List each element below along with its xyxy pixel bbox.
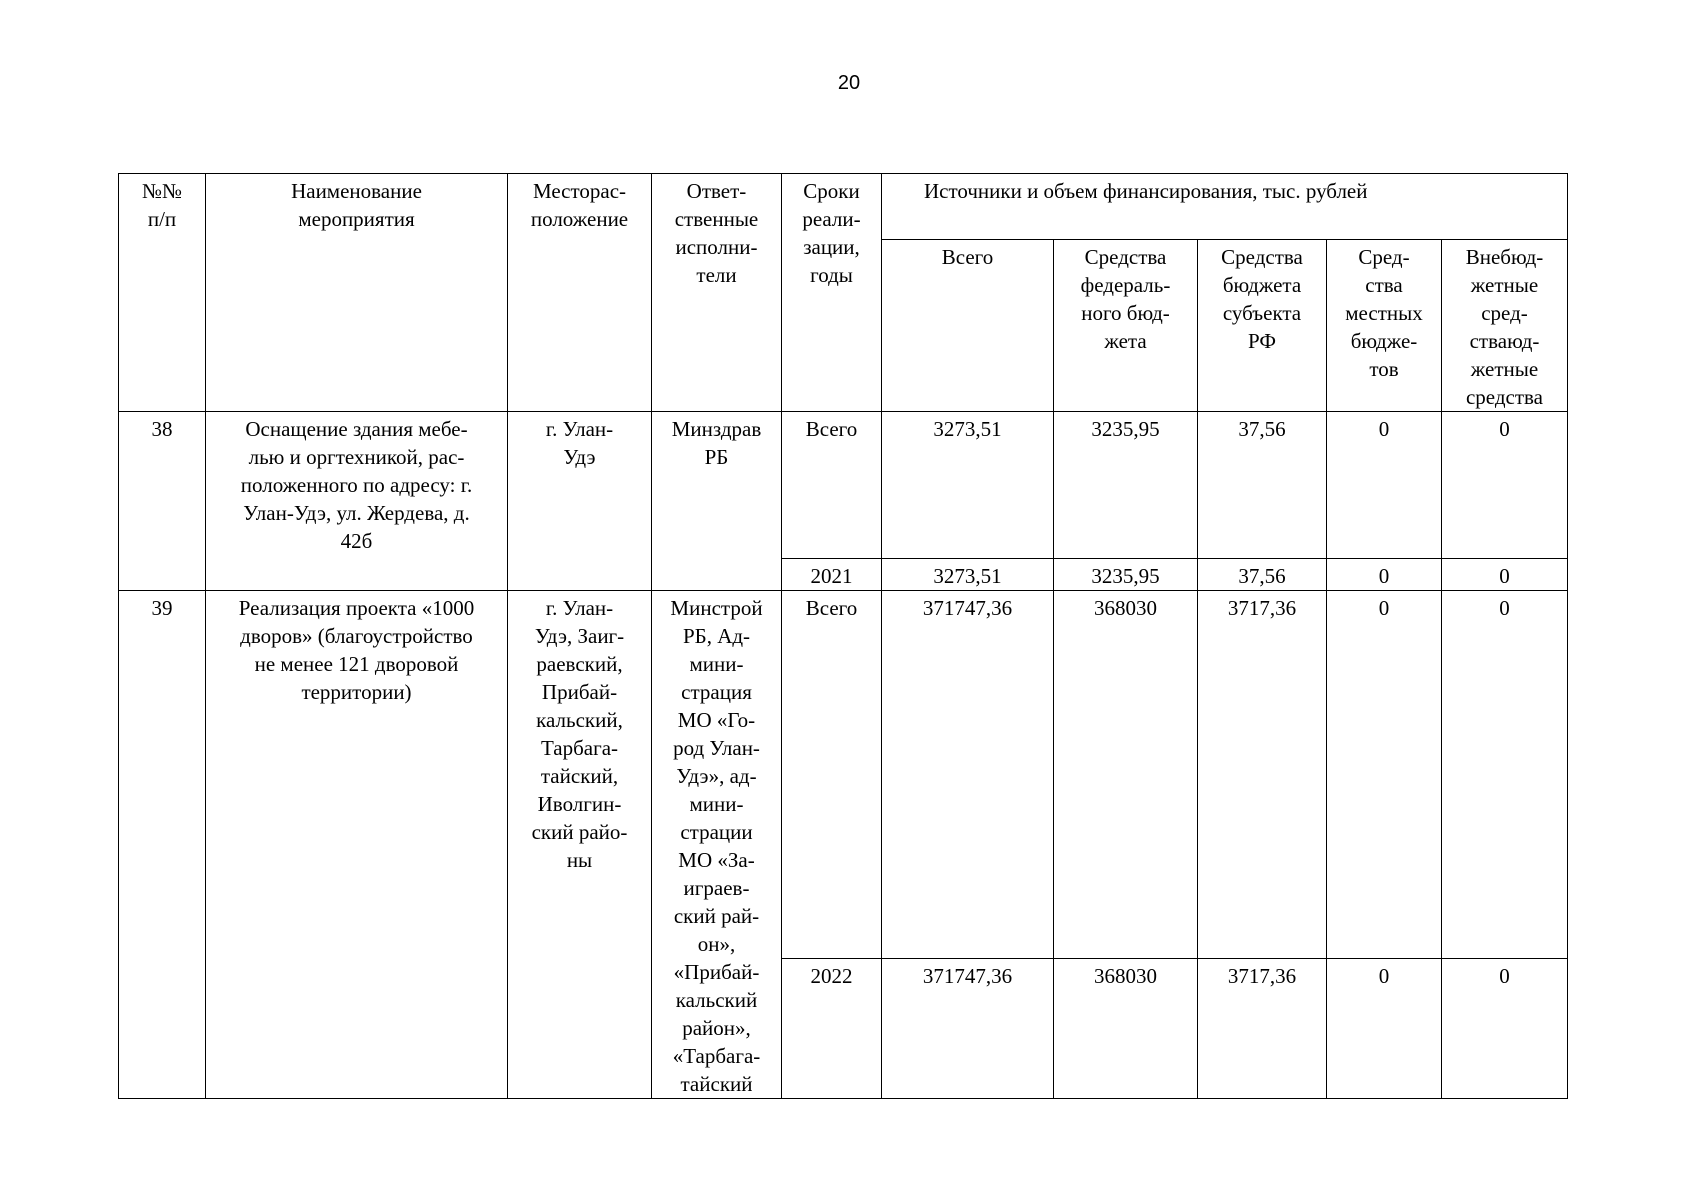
row-period: Всего [782,412,882,559]
table-header-row [119,174,1568,240]
row-total: 371747,36 [882,591,1054,959]
header-extra: Внебюд- жетные сред- стваюд- жетные средства [1442,240,1568,412]
row-extra: 0 [1442,591,1568,959]
row-period: 2021 [782,559,882,591]
header-total: Всего [882,240,1054,412]
table-row [119,591,1568,959]
row-extra: 0 [1442,959,1568,1099]
row-period: Всего [782,591,882,959]
header-period: Сроки реали- зации, годы [782,174,882,412]
header-location: Месторас- положение [508,174,652,412]
header-responsible: Ответ- ственные исполни- тели [652,174,782,412]
table-row [119,412,1568,559]
header-name: Наименование мероприятия [206,174,508,412]
row-federal: 3235,95 [1054,559,1198,591]
row-num: 39 [119,591,206,1099]
row-federal: 368030 [1054,959,1198,1099]
row-extra: 0 [1442,559,1568,591]
row-regional: 37,56 [1198,412,1327,559]
row-local: 0 [1327,591,1442,959]
row-regional: 37,56 [1198,559,1327,591]
row-name: Реализация проекта «1000 дворов» (благоустройство не менее 121 дворовой территории) [206,591,508,1099]
row-local: 0 [1327,559,1442,591]
header-federal: Средства федераль- ного бюд- жета [1054,240,1198,412]
row-responsible: Минстрой РБ, Ад- мини- страция МО «Го- род Улан- Удэ», ад- мини- страции МО «За- играев- ский рай- он», «Прибай- кальский район», «Тарбага- тайский [652,591,782,1099]
header-funding-group: Источники и объем финансирования, тыс. рублей [882,174,1568,240]
row-local: 0 [1327,412,1442,559]
header-num: №№ п/п [119,174,206,412]
page-number: 20 [837,72,861,94]
row-regional: 3717,36 [1198,959,1327,1099]
funding-table [118,173,1568,1099]
row-responsible: Минздрав РБ [652,412,782,591]
row-local: 0 [1327,959,1442,1099]
row-num: 38 [119,412,206,591]
row-extra: 0 [1442,412,1568,559]
row-federal: 368030 [1054,591,1198,959]
row-federal: 3235,95 [1054,412,1198,559]
row-period: 2022 [782,959,882,1099]
row-location: г. Улан- Удэ [508,412,652,591]
row-total: 3273,51 [882,559,1054,591]
row-regional: 3717,36 [1198,591,1327,959]
row-total: 3273,51 [882,412,1054,559]
header-local: Сред- ства местных бюдже- тов [1327,240,1442,412]
row-location: г. Улан- Удэ, Заиг- раевский, Прибай- кальский, Тарбага- тайский, Иволгин- ский райо- ны [508,591,652,1099]
row-total: 371747,36 [882,959,1054,1099]
row-name: Оснащение здания мебе- лью и оргтехникой, рас- положенного по адресу: г. Улан-Удэ, ул. Жердева, д. 42б [206,412,508,591]
header-regional: Средства бюджета субъекта РФ [1198,240,1327,412]
